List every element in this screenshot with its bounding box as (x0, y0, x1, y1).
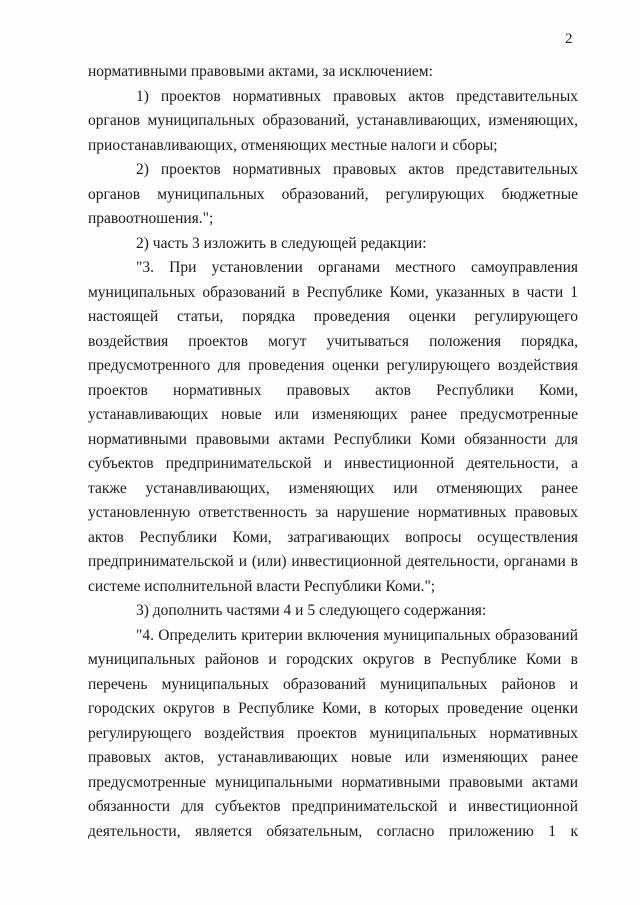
paragraph-intro: нормативными правовыми актами, за исключением: (88, 63, 433, 80)
paragraph-part-4-text: "4. Определить критерии включения муниципальных образований муниципальных районов и городских округов в Республике Коми в перечень муниципальных образований муниципальных районов и городских округов в Республике Коми, в которых проведение оценки регулирующего воздействия проектов муниципальных нормативных правовых актов, устанавливающих новые или изменяющих ранее предусмотренные муниципальными нормативными правовыми актами обязанности для субъектов предпринимательской и инвестиционной деятельности, является обязательным, согласно приложению 1 к (88, 626, 578, 840)
paragraph-exception-2: 2) проектов нормативных правовых актов представительных органов муниципальных образований, регулирующих бюджетные правоотношения."; (88, 161, 578, 227)
document-body (88, 60, 578, 844)
page-number: 2 (565, 31, 573, 47)
paragraph-part-3-text: "3. При установлении органами местного самоуправления муниципальных образований в Республике Коми, указанных в части 1 настоящей статьи, порядка проведения оценки регулирующего воздействия проектов могут учитываться положения порядка, предусмотренного для проведения оценки регулирующего воздействия проектов нормативных правовых актов Республики Коми, устанавливающих новые или изменяющих ранее предусмотренные нормативными правовыми актами Республики Коми обязанности для субъектов предпринимательской и инвестиционной деятельности, а также устанавливающих, изменяющих или отменяющих ранее установленную ответственность за нарушение нормативных правовых актов Республики Коми, затрагивающих вопросы осуществления предпринимательской и (или) инвестиционной деятельности, органами в системе исполнительной власти Республики Коми."; (88, 259, 578, 595)
paragraph-add-parts: 3) дополнить частями 4 и 5 следующего содержания: (136, 602, 487, 619)
paragraph-amend-part-3: 2) часть 3 изложить в следующей редакции: (136, 234, 427, 252)
paragraph-exception-1: 1) проектов нормативных правовых актов представительных органов муниципальных образований, устанавливающих, изменяющих, приостанавливающих, отменяющих местные налоги и сборы; (88, 87, 578, 154)
